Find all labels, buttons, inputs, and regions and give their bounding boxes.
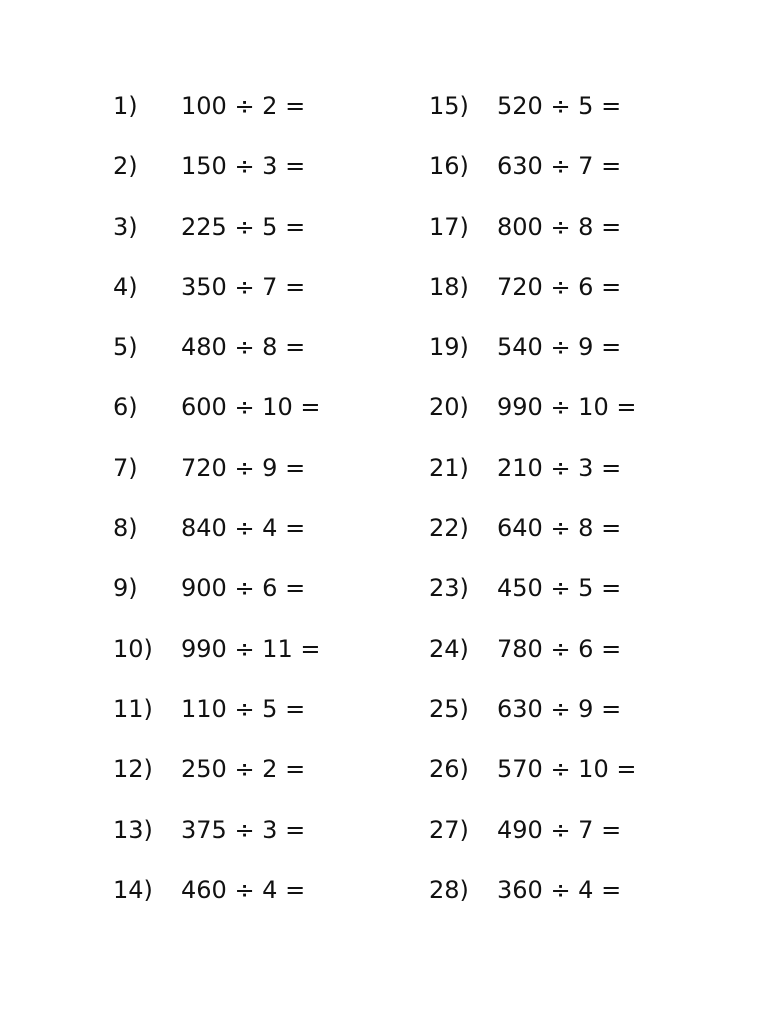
problem-number: 12) [113,755,153,784]
problem-expression: 490 ÷ 7 = [497,815,622,844]
problem-expression: 210 ÷ 3 = [497,453,622,482]
problem-expression: 720 ÷ 9 = [181,453,306,482]
problem-number: 13) [113,815,153,844]
problem-number: 5) [113,333,138,362]
problem-expression: 375 ÷ 3 = [181,815,306,844]
problem-expression: 720 ÷ 6 = [497,272,622,301]
problem-number: 26) [429,755,469,784]
problem-expression: 990 ÷ 10 = [497,393,637,422]
problem-expression: 150 ÷ 3 = [181,152,306,181]
problem-expression: 460 ÷ 4 = [181,875,306,904]
problem-number: 2) [113,152,138,181]
problem-number: 4) [113,272,138,301]
problem-number: 10) [113,634,153,663]
problem-expression: 900 ÷ 6 = [181,574,306,603]
problem-expression: 100 ÷ 2 = [181,92,306,120]
problem-expression: 600 ÷ 10 = [181,393,321,422]
problem-expression: 640 ÷ 8 = [497,514,622,543]
problem-expression: 800 ÷ 8 = [497,212,622,241]
problem-number: 28) [429,875,469,904]
problem-number: 14) [113,875,153,904]
problem-expression: 990 ÷ 11 = [181,634,321,663]
problem-expression: 360 ÷ 4 = [497,875,622,904]
problem-number: 8) [113,514,138,543]
problem-expression: 540 ÷ 9 = [497,333,622,362]
problem-expression: 570 ÷ 10 = [497,755,637,784]
problem-expression: 110 ÷ 5 = [181,694,306,723]
problem-expression: 350 ÷ 7 = [181,272,306,301]
problem-number: 3) [113,212,138,241]
problem-number: 15) [429,92,469,120]
problem-expression: 225 ÷ 5 = [181,212,306,241]
problem-expression: 250 ÷ 2 = [181,755,306,784]
problem-expression: 480 ÷ 8 = [181,333,306,362]
problem-number: 25) [429,694,469,723]
problem-expression: 780 ÷ 6 = [497,634,622,663]
problem-number: 17) [429,212,469,241]
problem-number: 1) [113,92,138,120]
problem-number: 19) [429,333,469,362]
problem-number: 16) [429,152,469,181]
problem-expression: 840 ÷ 4 = [181,514,306,543]
problem-expression: 520 ÷ 5 = [497,92,622,120]
problem-number: 11) [113,694,153,723]
problem-number: 22) [429,514,469,543]
problem-number: 6) [113,393,138,422]
problem-number: 21) [429,453,469,482]
problem-number: 7) [113,453,138,482]
problem-number: 27) [429,815,469,844]
problem-number: 20) [429,393,469,422]
problem-expression: 450 ÷ 5 = [497,574,622,603]
problem-number: 18) [429,272,469,301]
problem-expression: 630 ÷ 7 = [497,152,622,181]
problem-number: 9) [113,574,138,603]
problem-expression: 630 ÷ 9 = [497,694,622,723]
problem-number: 24) [429,634,469,663]
problem-number: 23) [429,574,469,603]
